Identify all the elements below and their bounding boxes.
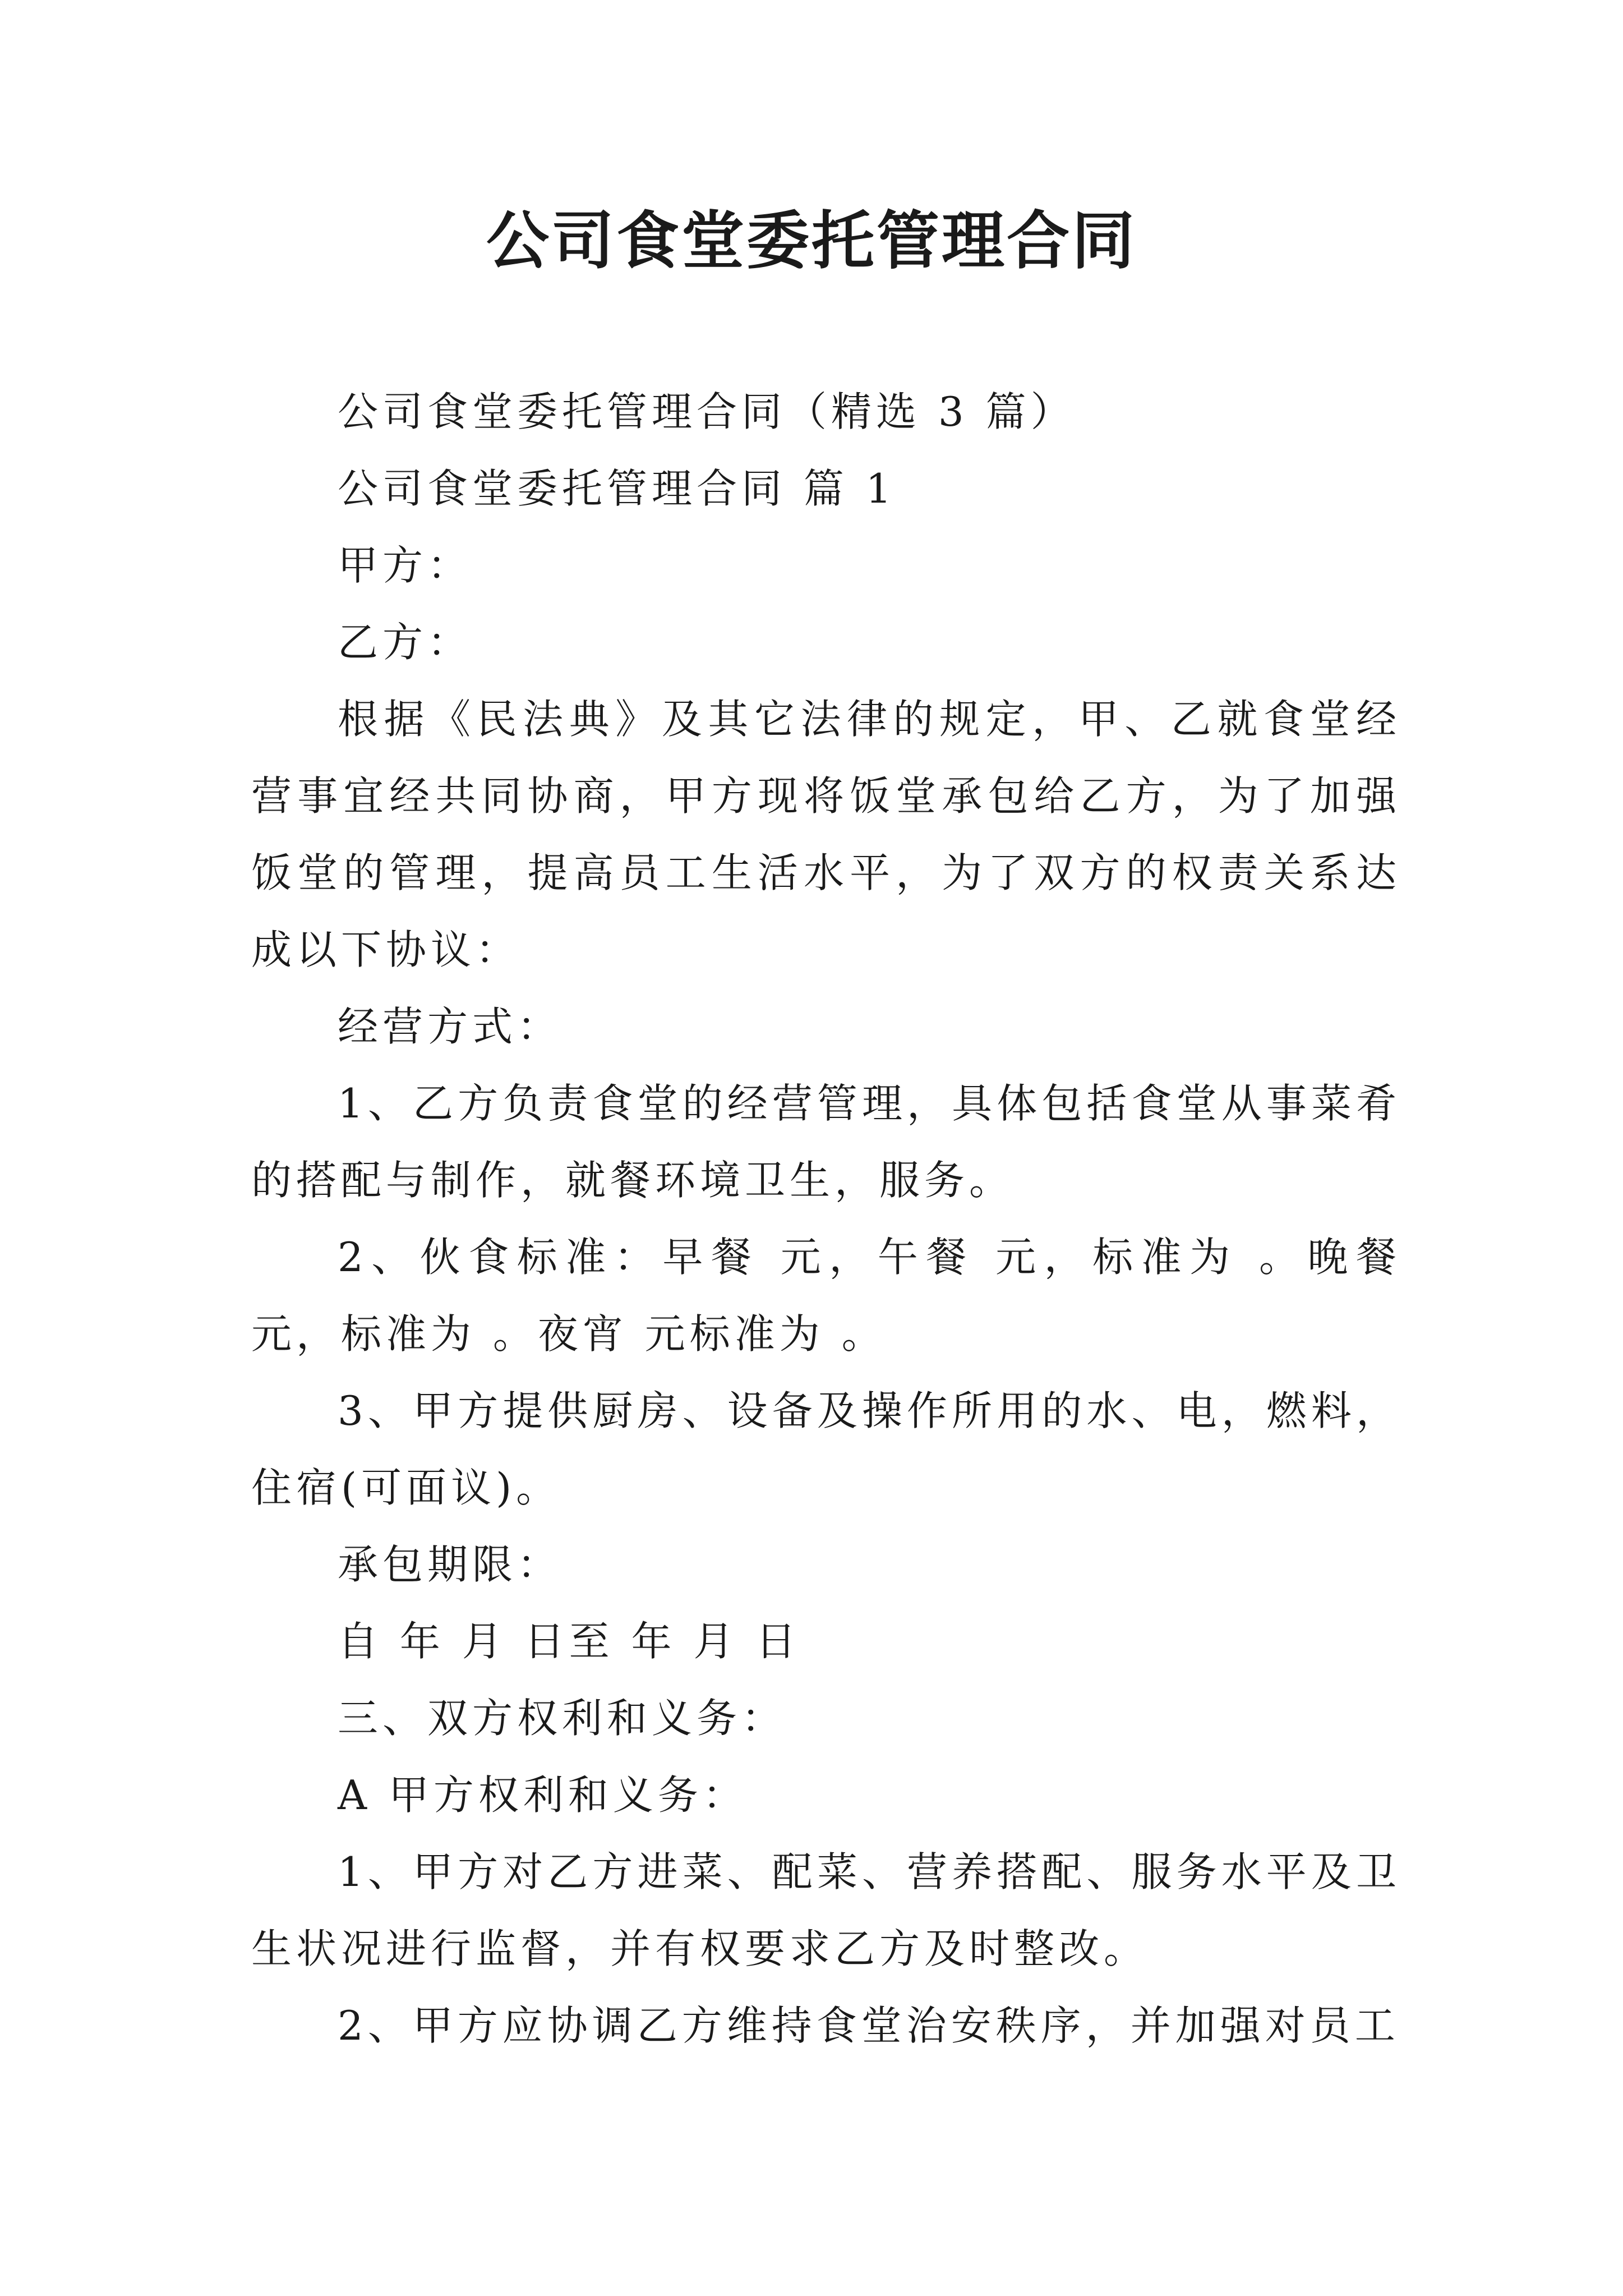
paragraph-party-a-right-2: 2、甲方应协调乙方维持食堂治安秩序，并加强对员工 <box>338 2002 1400 2049</box>
document-body <box>251 374 1401 2064</box>
paragraph-term-heading: 承包期限： <box>338 1541 562 1588</box>
paragraph-business-mode-heading: 经营方式： <box>338 1003 562 1050</box>
paragraph-subtitle: 公司食堂委托管理合同（精选 3 篇） <box>338 388 1076 435</box>
paragraph-clause-3: 3、甲方提供厨房、设备及操作所用的水、电，燃料，住宿(可面议)。 <box>251 1387 1401 1511</box>
paragraph-rights-heading: 三、双方权利和义务： <box>338 1695 787 1742</box>
paragraph-clause-1: 1、乙方负责食堂的经营管理，具体包括食堂从事菜肴的搭配与制作，就餐环境卫生，服务。 <box>251 1080 1401 1204</box>
paragraph-part-heading: 公司食堂委托管理合同 篇 1 <box>338 465 896 512</box>
paragraph-party-a: 甲方： <box>338 542 473 589</box>
paragraph-party-a-rights-heading: A 甲方权利和义务： <box>338 1772 748 1819</box>
paragraph-term-dates: 自 年 月 日至 年 月 日 <box>338 1618 801 1665</box>
paragraph-clause-2: 2、伙食标准：早餐 元，午餐 元，标准为 。晚餐 元，标准为 。夜宵 元标准为 。 <box>251 1234 1401 1358</box>
paragraph-party-a-right-1: 1、甲方对乙方进菜、配菜、营养搭配、服务水平及卫生状况进行监督，并有权要求乙方及时整改。 <box>251 1848 1401 1972</box>
document-title: 公司食堂委托管理合同 <box>486 204 1137 278</box>
paragraph-party-b: 乙方： <box>338 619 473 666</box>
paragraph-preamble: 根据《民法典》及其它法律的规定，甲、乙就食堂经营事宜经共同协商，甲方现将饭堂承包给乙方，为了加强饭堂的管理，提高员工生活水平，为了双方的权责关系达成以下协议： <box>251 696 1401 973</box>
